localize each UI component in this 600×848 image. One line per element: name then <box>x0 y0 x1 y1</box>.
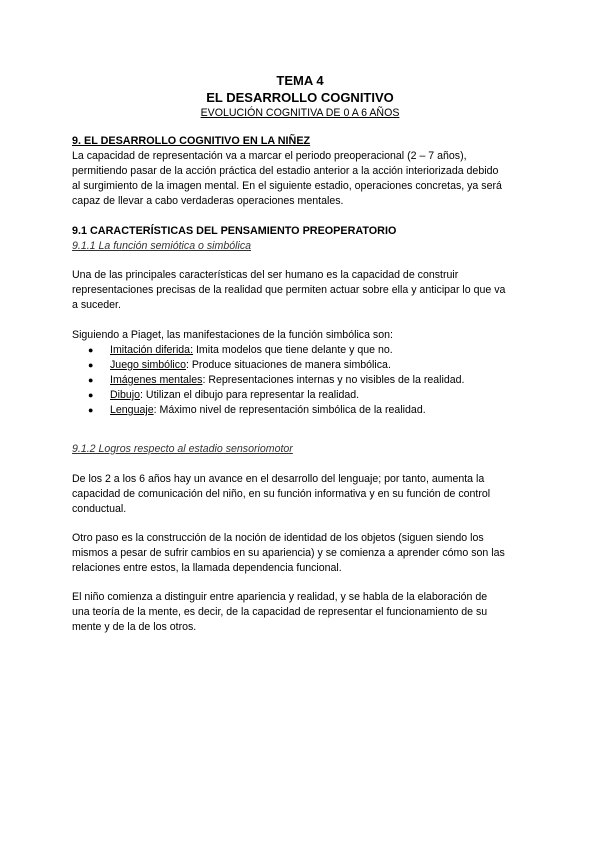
document-title: EL DESARROLLO COGNITIVO <box>206 90 394 105</box>
paragraph-line: mente y de la de los otros. <box>72 621 197 633</box>
paragraph-semiotica <box>72 268 532 313</box>
bullet-icon: ● <box>88 390 94 400</box>
paragraph-line: El niño comienza a distinguir entre apariencia y realidad, y se habla de la elaboración de <box>72 591 488 603</box>
list-term: Imágenes mentales <box>110 374 203 386</box>
list-item <box>72 343 532 358</box>
paragraph-line: capaz de llevar a cabo verdaderas operaciones mentales. <box>72 195 344 207</box>
paragraph-identidad <box>72 531 532 576</box>
list-text: Imita modelos que tiene delante y que no. <box>193 344 393 356</box>
list-item <box>72 373 532 388</box>
paragraph-line: capacidad de comunicación del niño, en su función informativa y en su función de control <box>72 488 491 500</box>
list-term: Lenguaje <box>110 404 154 416</box>
list-text: : Utilizan el dibujo para representar la realidad. <box>140 389 360 401</box>
section-9 <box>72 134 532 209</box>
section-9-1 <box>72 224 532 254</box>
list-item <box>72 358 532 373</box>
list-text: : Máximo nivel de representación simbólica de la realidad. <box>153 404 426 416</box>
manifestations-list <box>72 343 532 418</box>
list-item <box>72 388 532 403</box>
paragraph-line: De los 2 a los 6 años hay un avance en el desarrollo del lenguaje; por tanto, aumenta la <box>72 473 485 485</box>
paragraph-line: mismos a pesar de sufrir cambios en su apariencia) y se comienza a aprender cómo son las <box>72 547 505 559</box>
paragraph-line: La capacidad de representación va a marcar el periodo preoperacional (2 – 7 años), <box>72 150 467 162</box>
piaget-list-block <box>72 328 532 418</box>
list-term: Dibujo <box>110 389 141 401</box>
title-block <box>0 72 600 121</box>
paragraph-teoria-mente <box>72 590 532 635</box>
list-term: Juego simbólico <box>110 359 186 371</box>
bullet-icon: ● <box>88 345 94 355</box>
subsection-9-1-1-heading: 9.1.1 La función semiótica o simbólica <box>72 240 252 252</box>
list-text: : Representaciones internas y no visibles de la realidad. <box>202 374 465 386</box>
list-term: Imitación diferida: <box>110 344 194 356</box>
paragraph-line: una teoría de la mente, es decir, de la capacidad de representar el funcionamiento de su <box>72 606 488 618</box>
bullet-icon: ● <box>88 360 94 370</box>
document-subtitle: EVOLUCIÓN COGNITIVA DE 0 A 6 AÑOS <box>200 107 400 119</box>
bullet-icon: ● <box>88 375 94 385</box>
list-intro: Siguiendo a Piaget, las manifestaciones de la función simbólica son: <box>72 329 393 341</box>
bullet-icon: ● <box>88 405 94 415</box>
paragraph-line: a suceder. <box>72 299 121 311</box>
paragraph-lenguaje <box>72 472 532 517</box>
section-9-heading: 9. EL DESARROLLO COGNITIVO EN LA NIÑEZ <box>72 135 311 147</box>
section-9-1-heading: 9.1 CARACTERÍSTICAS DEL PENSAMIENTO PREOPERATORIO <box>72 225 397 237</box>
paragraph-line: permitiendo pasar de la acción práctica del estadio anterior a la acción interiorizada debido <box>72 165 499 177</box>
subsection-9-1-2-heading: 9.1.2 Logros respecto al estadio sensoriomotor <box>72 443 293 455</box>
paragraph-line: relaciones entre estos, la llamada dependencia funcional. <box>72 562 342 574</box>
paragraph-line: Una de las principales características del ser humano es la capacidad de construir <box>72 269 459 281</box>
paragraph-line: Otro paso es la construcción de la noción de identidad de los objetos (siguen siendo los <box>72 532 484 544</box>
paragraph-line: representaciones precisas de la realidad que permiten actuar sobre ella y anticipar lo que va <box>72 284 506 296</box>
list-text: : Produce situaciones de manera simbólica. <box>185 359 391 371</box>
list-item <box>72 403 532 418</box>
paragraph-line: al surgimiento de la imagen mental. En el siguiente estadio, operaciones concretas, ya será <box>72 180 502 192</box>
tema-label: TEMA 4 <box>276 73 324 88</box>
paragraph-line: conductual. <box>72 503 127 515</box>
subsection-9-1-2 <box>72 442 532 457</box>
